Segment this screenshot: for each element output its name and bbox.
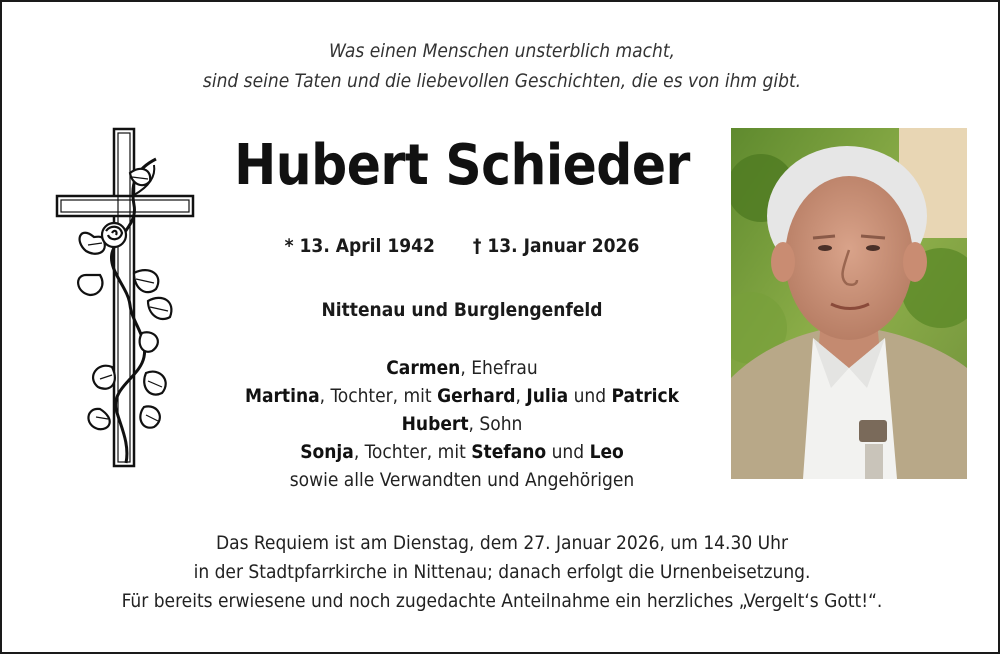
mourner-name: Patrick	[611, 385, 680, 407]
mourner-line-2	[162, 382, 762, 410]
place-line: Nittenau und Burglengenfeld	[321, 299, 603, 321]
mourner-name: Carmen	[386, 357, 461, 379]
birth-date: * 13. April 1942	[284, 235, 435, 257]
deceased-name: Hubert Schieder	[234, 133, 690, 198]
service-line-1: Das Requiem ist am Dienstag, dem 27. Januar 2026, um 14.30 Uhr	[215, 532, 789, 554]
separator: ,	[515, 385, 527, 407]
mourner-name: Martina	[244, 385, 320, 407]
mourner-name: Leo	[589, 441, 624, 463]
mourner-relation: , Ehefrau	[460, 357, 538, 379]
mourner-line-4	[162, 438, 762, 466]
portrait-photo	[731, 128, 967, 479]
death-date: † 13. Januar 2026	[472, 235, 640, 257]
mourner-relation: , Tochter, mit	[353, 441, 472, 463]
separator: und	[568, 385, 612, 407]
quote-line-2: sind seine Taten und die liebevollen Geschichten, die es von ihm gibt.	[202, 70, 802, 92]
mourner-name: Stefano	[471, 441, 547, 463]
mourner-relation: , Sohn	[468, 413, 523, 435]
mourner-line-5: sowie alle Verwandten und Angehörigen	[289, 469, 635, 491]
mourner-name: Hubert	[401, 413, 469, 435]
mourners-list	[162, 354, 762, 494]
mourner-relation: , Tochter, mit	[319, 385, 438, 407]
mourner-name: Gerhard	[437, 385, 516, 407]
life-dates	[202, 232, 722, 260]
quote-line-1: Was einen Menschen unsterblich macht,	[329, 40, 675, 62]
mourner-name: Julia	[526, 385, 569, 407]
mourner-name: Sonja	[300, 441, 354, 463]
service-details	[2, 529, 1000, 616]
mourner-line-1	[162, 354, 762, 382]
separator: und	[546, 441, 590, 463]
service-line-3: Für bereits erwiesene und noch zugedachte Anteilnahme ein herzliches „Vergelt‘s Gott!“.	[121, 590, 883, 612]
service-line-2: in der Stadtpfarrkirche in Nittenau; danach erfolgt die Urnenbeisetzung.	[193, 561, 811, 583]
mourner-line-3	[162, 410, 762, 438]
